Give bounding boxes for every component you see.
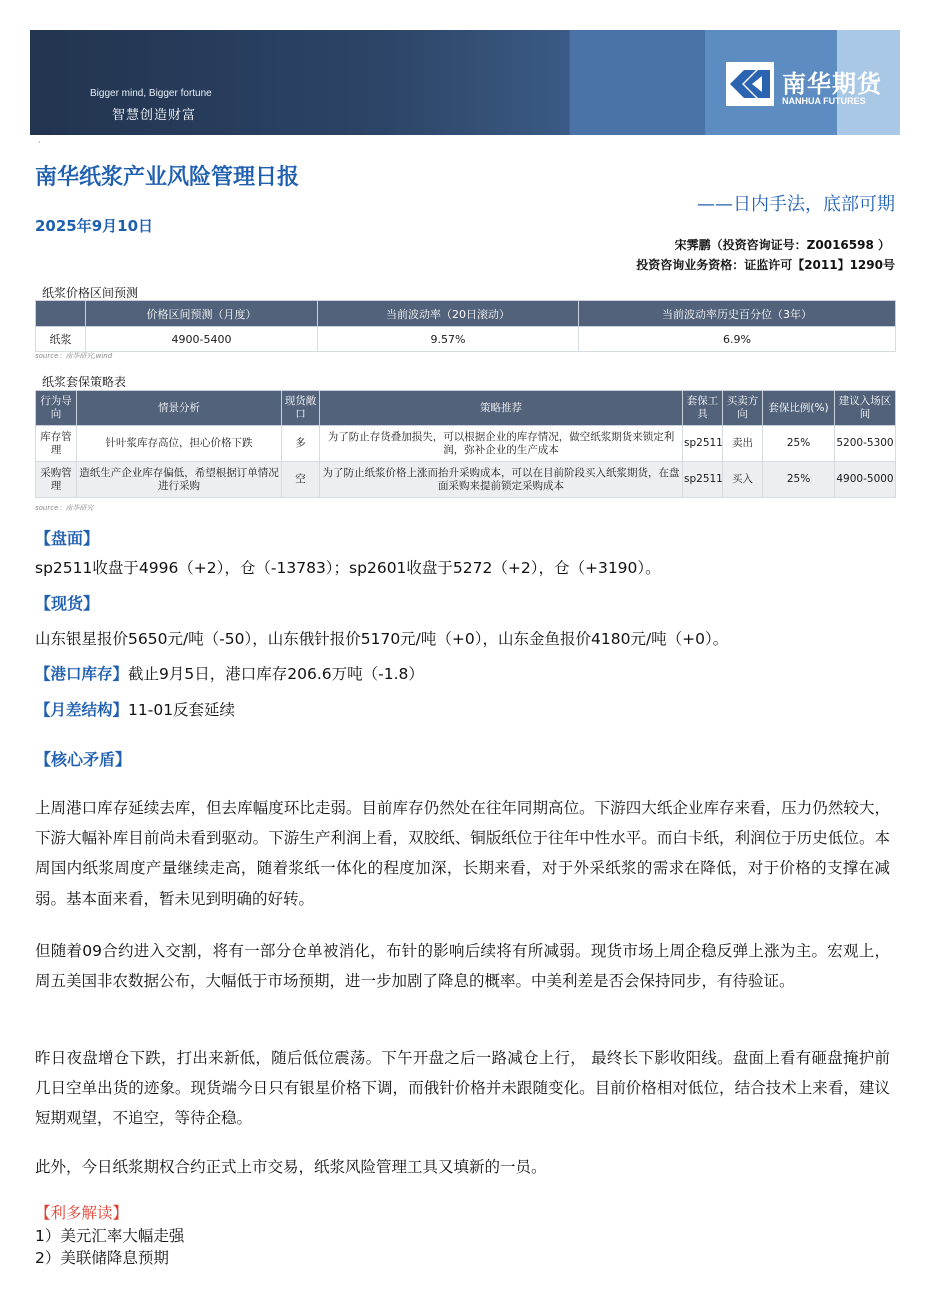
separator-dot: · bbox=[38, 138, 41, 147]
table-cell: 25% bbox=[763, 426, 835, 462]
gangkou-line bbox=[35, 662, 424, 684]
hedge-table-caption: 纸浆套保策略表 bbox=[42, 375, 127, 389]
table-cell: 9.57% bbox=[318, 327, 579, 352]
nanhua-logo-icon bbox=[726, 62, 774, 106]
hedge-strategy-table bbox=[35, 390, 896, 498]
gangkou-text: 截止9月5日，港口库存206.6万吨（-1.8） bbox=[128, 665, 424, 683]
table-header-row bbox=[36, 391, 896, 426]
table-cell: 针叶浆库存高位，担心价格下跌 bbox=[77, 426, 282, 462]
table-header-cell: 买卖方向 bbox=[723, 391, 763, 426]
price-table-source: source：南华研究,wind bbox=[35, 352, 113, 360]
core-paragraph-1: 上周港口库存延续去库，但去库幅度环比走弱。目前库存仍然处在往年同期高位。下游四大纸企业库存来看，压力仍然较大，下游大幅补库目前尚未看到驱动。下游生产利润上看，双胶纸、铜版纸位于往年中性水平。而白卡纸，利润位于历史低位。本周国内纸浆周度产量继续走高，随着浆纸一体化的程度加深，长期来看，对于外采纸浆的需求在降低，对于价格的支撑在减弱。基本面来看，暂未见到明确的好转。 bbox=[35, 799, 890, 908]
xianhuo-text: 山东银星报价5650元/吨（-50），山东俄针报价5170元/吨（+0），山东金鱼报价4180元/吨（+0）。 bbox=[35, 630, 729, 648]
table-header-cell: 价格区间预测（月度） bbox=[86, 301, 318, 327]
table-cell: 为了防止纸浆价格上涨而抬升采购成本，可以在目前阶段买入纸浆期货，在盘面采购来提前锁定采购成本 bbox=[320, 462, 683, 498]
report-date: 2025年9月10日 bbox=[35, 217, 154, 235]
section-heading-gangkou: 【港口库存】 bbox=[35, 665, 129, 683]
table-cell: 25% bbox=[763, 462, 835, 498]
table-header-cell: 现货敞口 bbox=[282, 391, 320, 426]
author-info: 宋霁鹏（投资咨询证号：Z0016598 ） bbox=[674, 238, 890, 252]
table-cell: 4900-5000 bbox=[835, 462, 896, 498]
table-cell: sp2511 bbox=[683, 462, 723, 498]
section-heading-xianhuo: 【现货】 bbox=[35, 594, 100, 613]
table-cell: 多 bbox=[282, 426, 320, 462]
report-title: 南华纸浆产业风险管理日报 bbox=[35, 165, 300, 190]
table-header-cell: 情景分析 bbox=[77, 391, 282, 426]
table-cell: 为了防止存货叠加损失，可以根据企业的库存情况，做空纸浆期货来锁定利润，弥补企业的生产成本 bbox=[320, 426, 683, 462]
table-header-cell: 套保比例(%) bbox=[763, 391, 835, 426]
table-cell: 4900-5400 bbox=[86, 327, 318, 352]
core-paragraph-2: 但随着09合约进入交割，将有一部分仓单被消化，布针的影响后续将有所减弱。现货市场上周企稳反弹上涨为主。宏观上，周五美国非农数据公布，大幅低于市场预期，进一步加剧了降息的概率。中美利差是否会保持同步，有待验证。 bbox=[35, 942, 890, 991]
table-cell: 库存管理 bbox=[36, 426, 77, 462]
section-heading-yuecha: 【月差结构】 bbox=[35, 701, 129, 719]
price-forecast-table bbox=[35, 300, 896, 352]
table-cell: 空 bbox=[282, 462, 320, 498]
price-table-caption: 纸浆价格区间预测 bbox=[42, 286, 139, 300]
table-cell: 买入 bbox=[723, 462, 763, 498]
table-cell: 5200-5300 bbox=[835, 426, 896, 462]
table-cell: 纸浆 bbox=[36, 327, 86, 352]
table-header-row bbox=[36, 301, 896, 327]
table-row bbox=[36, 426, 896, 462]
table-cell: 采购管理 bbox=[36, 462, 77, 498]
table-header-cell: 套保工具 bbox=[683, 391, 723, 426]
table-cell: 造纸生产企业库存偏低，希望根据订单情况进行采购 bbox=[77, 462, 282, 498]
section-heading-panmian: 【盘面】 bbox=[35, 529, 100, 548]
table-cell: 6.9% bbox=[579, 327, 896, 352]
table-header-cell: 行为导向 bbox=[36, 391, 77, 426]
table-header-cell: 当前波动率（20日滚动） bbox=[318, 301, 579, 327]
table-header-cell: 建议入场区间 bbox=[835, 391, 896, 426]
logo-text-cn: 南华期货 bbox=[782, 70, 882, 98]
table-header-cell: 策略推荐 bbox=[320, 391, 683, 426]
yuecha-line bbox=[35, 698, 235, 720]
panmian-text: sp2511收盘于4996（+2），仓（-13783）；sp2601收盘于5272（+2），仓（+3190）。 bbox=[35, 559, 661, 577]
core-paragraph-4: 此外，今日纸浆期权合约正式上市交易，纸浆风险管理工具又填新的一员。 bbox=[35, 1158, 547, 1176]
license-info: 投资咨询业务资格：证监许可【2011】1290号 bbox=[636, 258, 895, 272]
core-paragraph-3: 昨日夜盘增仓下跌，打出来新低，随后低位震荡。下午开盘之后一路减仓上行， 最终长下影收阳线。盘面上看有砸盘掩护前几日空单出货的迹象。现货端今日只有银星价格下调，而俄针价格并未跟随变化。目前价格相对低位，结合技术上来看，建议短期观望，不追空，等待企稳。 bbox=[35, 1049, 890, 1128]
slogan-chinese: 智慧创造财富 bbox=[112, 108, 197, 123]
table-row bbox=[36, 462, 896, 498]
bull-item-1: 1）美元汇率大幅走强 bbox=[35, 1227, 185, 1245]
logo-text-en: NANHUA FUTURES bbox=[782, 96, 866, 106]
table-header-cell: 当前波动率历史百分位（3年） bbox=[579, 301, 896, 327]
header-banner bbox=[30, 30, 900, 135]
section-heading-core: 【核心矛盾】 bbox=[35, 750, 132, 769]
hedge-table-source: source：南华研究 bbox=[35, 504, 94, 512]
table-cell: 卖出 bbox=[723, 426, 763, 462]
yuecha-text: 11-01反套延续 bbox=[128, 701, 236, 719]
bull-item-2: 2）美联储降息预期 bbox=[35, 1249, 169, 1267]
table-cell: sp2511 bbox=[683, 426, 723, 462]
table-row bbox=[36, 327, 896, 352]
table-header-cell bbox=[36, 301, 86, 327]
slogan-english: Bigger mind, Bigger fortune bbox=[90, 88, 212, 99]
bull-heading: 【利多解读】 bbox=[35, 1204, 129, 1222]
report-subtitle: ——日内手法，底部可期 bbox=[697, 194, 895, 215]
banner-stripe bbox=[575, 30, 705, 135]
